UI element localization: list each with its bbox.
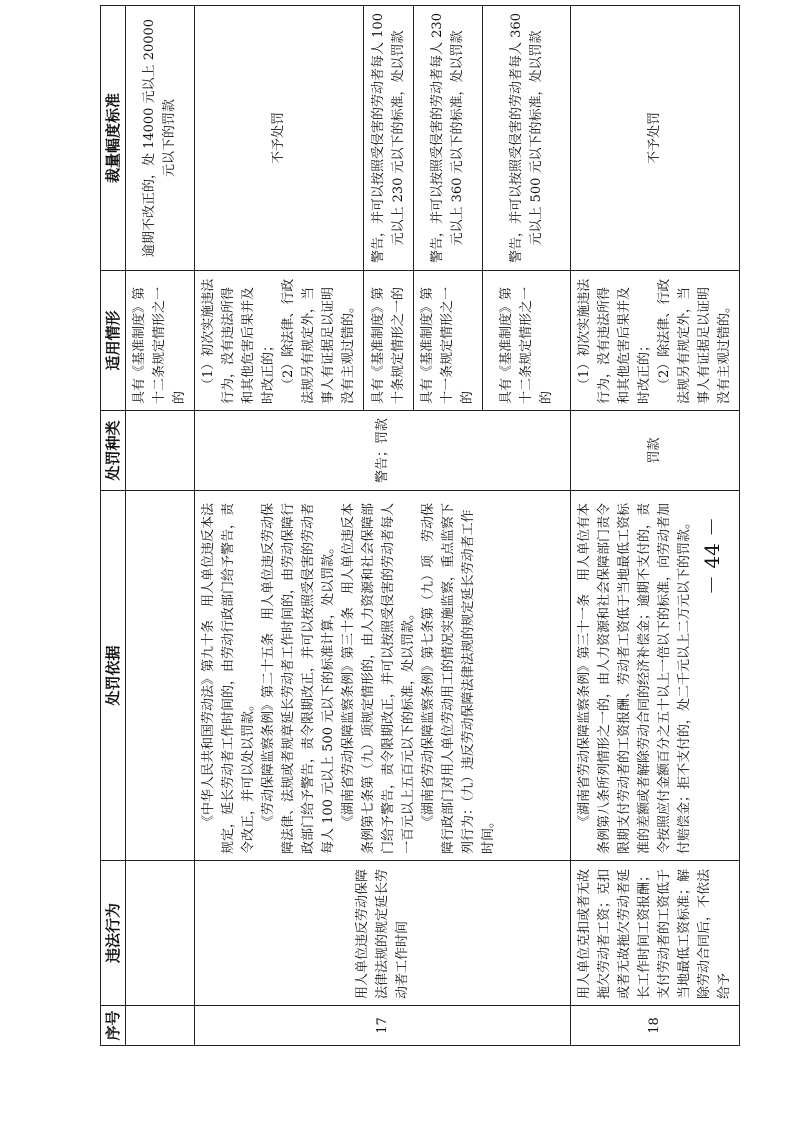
situation-cell: 具有《基准制度》第十二条规定情形之一的 (126, 271, 195, 411)
header-no: 序号 (101, 1006, 126, 1046)
basis-paragraph: 《湖南省劳动保障监察条例》第三十一条 用人单位有本条例第八条所列情形之一的，由人力资源和社会保障部门责令限期支付劳动者的工资报酬、劳动者工资低于当地最低工资标准的差额或者解除劳动合同的经济补偿金；逾期不支付的，责令按照应付金额百分之五十以上一倍以下的标准，向劳动者加付赔偿金；拒不支付的，处二千元以上二万元以下的罚款。 (577, 502, 692, 854)
row-number: 18 (571, 1006, 740, 1046)
basis-paragraph: 《劳动保障监察条例》第二十五条 用人单位违反劳动保障法律、法规或者规章延长劳动者工作时间的，由劳动保障行政部门给予警告，责令限期改正，并可以按照受侵害的劳动者每人 100 元以上 500 元以下的标准计算，处以罚款。 (261, 502, 336, 854)
header-behavior: 违法行为 (101, 861, 126, 1006)
cell-empty (126, 861, 195, 1006)
basis-paragraph: 《中华人民共和国劳动法》第九十条 用人单位违反本法规定，延长劳动者工作时间的，由劳动行政部门给予警告，责令改正，并可以处以罚款。 (201, 502, 256, 854)
situation-item: （1）初次实施违法行为，没有违法所得和其他危害后果并及时改正的； (201, 278, 276, 404)
table-row (195, 6, 364, 1046)
penalty-standard-table (100, 5, 740, 1046)
situation-item: （1）初次实施违法行为，没有违法所得和其他危害后果并及时改正的； (577, 278, 652, 404)
standard-cell: 不予处罚 (571, 6, 740, 271)
basis-cell (195, 491, 571, 861)
table-row (126, 6, 195, 1046)
situation-item: （2）除法律、行政法规另有规定外，当事人有证据足以证明没有主观过错的。 (281, 278, 356, 404)
standard-cell: 警告，并可以按照受侵害的劳动者每人 230 元以上 360 元以下的标准，处以罚款 (414, 6, 483, 271)
penalty-type-cell: 罚款 (571, 411, 740, 491)
standard-cell: 逾期不改正的，处 14000 元以上 20000 元以下的罚款 (126, 6, 195, 271)
standard-cell: 警告，并可以按照受侵害的劳动者每人 360 元以上 500 元以下的标准，处以罚款 (483, 6, 571, 271)
basis-paragraph: 《湖南省劳动保障监察条例》第三十条 用人单位违反本条例第七条第（九）项规定情形的，由人力资源和社会保障部门给予警告，责令限期改正，并可以按照受侵害的劳动者每人一百元以上五百元以下的标准，处以罚款。 (341, 502, 416, 854)
penalty-type-cell: 警告；罚款 (195, 411, 571, 491)
rotated-table-page (100, 6, 732, 1046)
behavior-cell: 用人单位违反劳动保障法律法规的规定延长劳动者工作时间 (195, 861, 571, 1006)
header-standard: 裁量幅度标准 (101, 6, 126, 271)
cell-empty (126, 1006, 195, 1046)
standard-cell: 警告，并可以按照受侵害的劳动者每人 100 元以上 230 元以下的标准，处以罚款 (364, 6, 414, 271)
situation-cell: 具有《基准制度》第十二条规定情形之一的 (483, 271, 571, 411)
situation-item: （2）除法律、行政法规另有规定外，当事人有证据足以证明没有主观过错的。 (657, 278, 732, 404)
situation-cell: 具有《基准制度》第十条规定情形之一的 (364, 271, 414, 411)
basis-paragraph: 《湖南省劳动保障监察条例》第七条第（九）项 劳动保障行政部门对用人单位劳动用工的情况实施监察，重点监察下列行为：（九）违反劳动保障法律法规的规定延长劳动者工作时间。 (421, 502, 496, 854)
row-number: 17 (195, 1006, 571, 1046)
situation-cell (571, 271, 740, 411)
header-basis: 处罚依据 (101, 491, 126, 861)
standard-cell: 不予处罚 (195, 6, 364, 271)
header-type: 处罚种类 (101, 411, 126, 491)
cell-empty (126, 491, 195, 861)
situation-cell: 具有《基准制度》第十一条规定情形之一的 (414, 271, 483, 411)
header-situation: 适用情形 (101, 271, 126, 411)
header-row (101, 6, 126, 1046)
page-number: － 44 － (700, 516, 724, 595)
situation-cell (195, 271, 364, 411)
cell-empty (126, 411, 195, 491)
behavior-cell: 用人单位克扣或者无故拖欠劳动者工资；克扣或者无故拖欠劳动者延长工作时间工资报酬；支付劳动者的工资低于当地最低工资标准；解除劳动合同后，不依法给予 (571, 861, 740, 1006)
